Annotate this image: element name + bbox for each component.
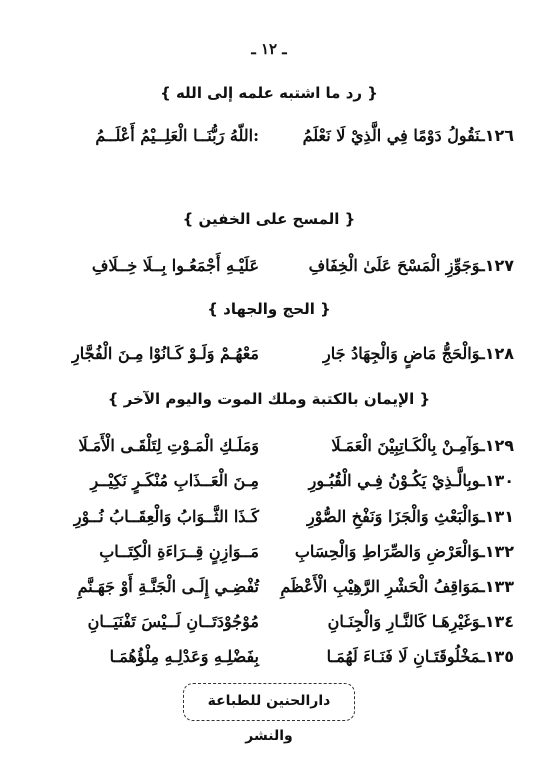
section-heading: { رد ما اشتبه علمه إلى الله } bbox=[160, 84, 378, 102]
verse-first-hemistich bbox=[264, 122, 514, 150]
verse-132 bbox=[24, 538, 514, 568]
verse-first-hemistich bbox=[264, 467, 514, 495]
verse-first-text: ـوَآمِـنْ بِالْكَـاتِبِيْنَ الْعَمَـلَا bbox=[331, 436, 485, 455]
section-heading: { الحج والجهاد } bbox=[207, 300, 331, 318]
verse-131 bbox=[24, 503, 514, 533]
verse-135 bbox=[24, 643, 514, 673]
verse-number: ١٢٨ bbox=[484, 344, 514, 363]
verse-first-hemistich bbox=[264, 252, 514, 280]
verse-number: ١٣٥ bbox=[484, 647, 514, 666]
section-heading: { المسح على الخفين } bbox=[182, 210, 356, 228]
section-heading: { الإيمان بالكتبة وملك الموت واليوم الآخر } bbox=[107, 390, 431, 408]
verse-first-text: ـوَالْحَجُّ مَاضٍ وَالْجِهَادُ جَارِ bbox=[323, 344, 485, 363]
verse-second-hemistich: :اللّهُ رَبُّنَــا الْعَلِــيْمُ أَعْلَــمُ bbox=[95, 126, 259, 145]
verse-second-hemistich: عَلَيْـهِ أَجْمَعُـوا بِــلَا خِــلَافِ bbox=[91, 256, 259, 275]
verse-first-hemistich bbox=[264, 432, 514, 460]
verse-first-text: ـوَجَوِّزِ الْمَسْحَ عَلَىٰ الْخِفَافِ bbox=[308, 256, 485, 275]
verse-first-text: ـوَالْعَرْضِ وَالصِّرَاطِ وَالْحِسَابِ bbox=[294, 542, 485, 561]
verse-second-hemistich: وَمَلَـكِ الْمَـوْتِ لِتَلْقَـى الْأَمَـلَا bbox=[78, 436, 259, 455]
verse-number: ١٢٧ bbox=[484, 256, 514, 275]
verse-128 bbox=[24, 340, 514, 370]
verse-first-text: ـوَالْبَعْثِ وَالْجَزَا وَنَفْخِ الصُّوْرِ bbox=[307, 507, 485, 526]
verse-number: ١٣٣ bbox=[484, 577, 514, 596]
verse-129 bbox=[24, 432, 514, 462]
verse-first-text: ـوَغَيْرِهَـا كَالنَّـارِ وَالْجِنَـانِ bbox=[327, 612, 485, 631]
page-number: ـ ١٢ ـ bbox=[251, 40, 287, 58]
verse-number: ١٣١ bbox=[484, 507, 514, 526]
verse-first-text: ـنَقُولُ دَوْمًا فِي الَّذِيْ لَا نَعْلَمُ bbox=[302, 126, 485, 145]
verse-second-hemistich: بِفَضْلِـهِ وَعَدْلِـهِ مِلْؤُهُمَـا bbox=[109, 647, 259, 666]
verse-first-text: ـمَوَاقِفُ الْحَشْرِ الرَّهِيْبِ الْأَعْظَمِ bbox=[280, 577, 485, 596]
verse-first-hemistich bbox=[264, 340, 514, 368]
verse-number: ١٢٩ bbox=[484, 436, 514, 455]
verse-number: ١٣٤ bbox=[484, 612, 514, 631]
verse-second-hemistich: مِـنَ الْعَــذَابِ مُنْكَـرٍ نَكِيْــرِ bbox=[90, 471, 259, 490]
verse-first-hemistich bbox=[264, 608, 514, 636]
verse-number: ١٢٦ bbox=[484, 126, 514, 145]
verse-130 bbox=[24, 467, 514, 497]
verse-first-hemistich bbox=[264, 538, 514, 566]
verse-first-hemistich bbox=[264, 573, 514, 601]
verse-first-hemistich bbox=[264, 643, 514, 671]
publisher-stamp: دارالحنين للطباعة والنشر bbox=[183, 683, 355, 721]
verse-first-text: ـوبِالَّـذِيْ يَكُـوْنُ فِـي الْقُبُـورِ bbox=[308, 471, 485, 490]
verse-first-text: ـمَخْلُوقَتَـانِ لَا فَنَـاءَ لَهُمَـا bbox=[326, 647, 485, 666]
verse-133 bbox=[24, 573, 514, 603]
verse-second-hemistich: مَعْهُـمْ وَلَـوْ كَـانُوْا مِـنَ الْفُجَّارِ bbox=[72, 344, 259, 363]
verse-second-hemistich: مُوْجُوْدَتَــانِ لَــيْسَ تَفْنَيَــانِ bbox=[87, 612, 259, 631]
verse-127 bbox=[24, 252, 514, 282]
verse-first-hemistich bbox=[264, 503, 514, 531]
verse-second-hemistich: كَـذَا الثَّــوَابُ وَالْعِقَــابُ نُــوْرِ bbox=[73, 507, 259, 526]
verse-126 bbox=[24, 122, 514, 152]
verse-number: ١٣٢ bbox=[484, 542, 514, 561]
verse-number: ١٣٠ bbox=[484, 471, 514, 490]
verse-134 bbox=[24, 608, 514, 638]
verse-second-hemistich: مَــوَازِنٍ قِــرَاءَةِ الْكِتَــابِ bbox=[99, 542, 259, 561]
verse-second-hemistich: تُفْضِـي إِلَـى الْجَنَّـةِ أَوْ جَهَـنَّمِ bbox=[77, 577, 259, 596]
